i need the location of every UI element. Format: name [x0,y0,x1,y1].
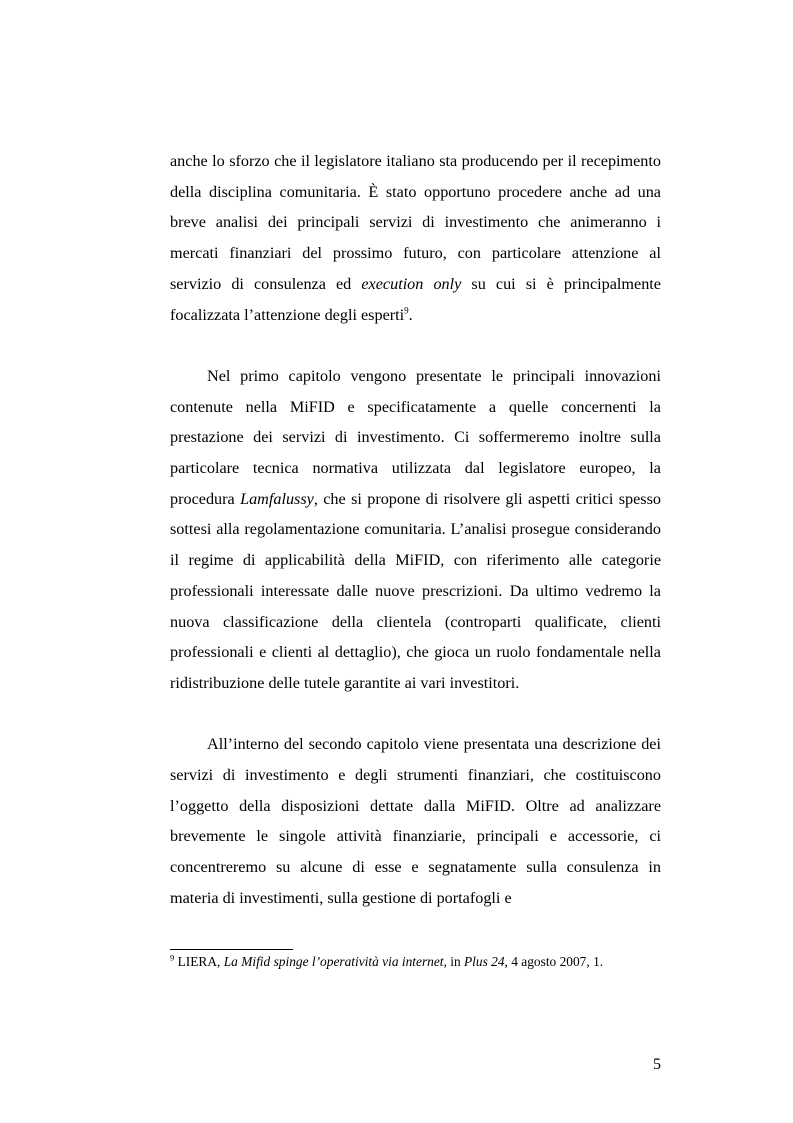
body-text [170,146,661,914]
footnote [170,953,661,971]
footnote-text-b: , in [443,954,464,969]
footnote-italic-source: Plus 24 [464,954,505,969]
footnote-separator [170,949,293,950]
footnote-text-a: LIERA, [174,954,224,969]
p3-text-a: All’interno del secondo capitolo viene presentata una descrizione dei servizi di investimento e degli strumenti finanziari, che costituiscono l’oggetto della disposizioni dettate dalla MiFID. Oltre ad analizzare brevemente le singole attività finanziarie, principali e accessorie, ci concentreremo su alcune di esse e segnatamente sulla consulenza in materia di investimenti, sulla gestione di portafogli e [170,735,661,907]
footnote-number: 9 [170,952,175,963]
paragraph-3 [170,729,661,913]
p2-text-b: , che si propone di risolvere gli aspetti critici spesso sottesi alla regolamentazione comunitaria. L’analisi prosegue considerando il regime di applicabilità della MiFID, con riferimento alle categorie professionali interessate dalle nuove prescrizioni. Da ultimo vedremo la nuova classificazione della clientela (controparti qualificate, clienti professionali e clienti al dettaglio), che gioca un ruolo fondamentale nella ridistribuzione delle tutele garantite ai vari investitori. [170,489,661,692]
paragraph-1 [170,146,661,330]
p2-italic-lamfalussy: Lamfalussy [240,489,314,508]
paragraph-2 [170,361,661,699]
p1-text-b: su cui si è principalmente focalizzata l’attenzione degli esperti [170,274,661,324]
p1-text-c: . [408,305,413,324]
footnote-reference[interactable]: 9 [404,305,409,316]
page-number: 5 [653,1056,661,1073]
p1-text-a: anche lo sforzo che il legislatore italiano sta producendo per il recepimento della disciplina comunitaria. È stato opportuno procedere anche ad una breve analisi dei principali servizi di investimento che animeranno i mercati finanziari del prossimo futuro, con particolare attenzione al servizio di consulenza ed [170,152,661,293]
p1-italic-execution-only: execution only [361,274,462,293]
footnote-text-c: , 4 agosto 2007, 1. [504,954,604,969]
p2-text-a: Nel primo capitolo vengono presentate le principali innovazioni contenute nella MiFID e specificatamente a quelle concernenti la prestazione dei servizi di investimento. Ci soffermeremo inoltre sulla particolare tecnica normativa utilizzata dal legislatore europeo, la procedura [170,366,661,508]
footnote-italic-title: La Mifid spinge l’operatività via internet [223,954,444,969]
